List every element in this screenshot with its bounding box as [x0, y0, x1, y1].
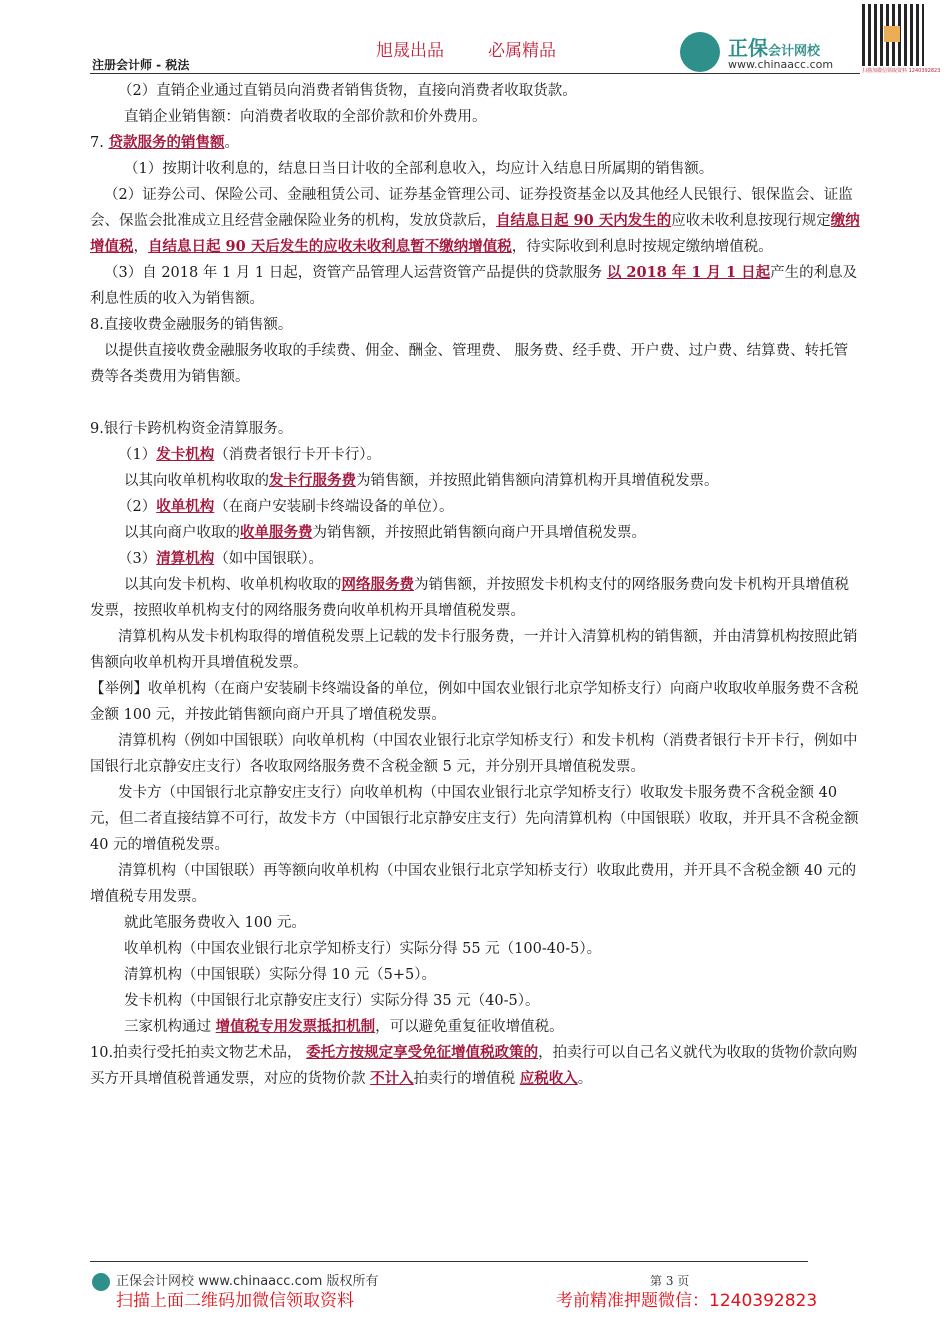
document-body	[90, 78, 860, 1092]
highlight-term: 自结息日起 90 天后发生的应收未收利息暂不缴纳增值税	[148, 238, 512, 255]
section-heading: 8.直接收费金融服务的销售额。	[90, 317, 293, 333]
highlight-term: 自结息日起 90 天内发生的	[496, 212, 672, 229]
header-slogan	[376, 36, 556, 61]
highlight-term: 发卡行服务费	[269, 472, 356, 489]
highlight-term: 不计入	[370, 1070, 414, 1087]
logo-sub: 会计网校	[768, 44, 821, 59]
paragraph: （3）自 2018 年 1 月 1 日起，资管产品管理人运营资管产品提供的贷款服务 以 2018 年 1 月 1 日起产生的利息及利息性质的收入为销售额。	[90, 264, 858, 307]
paragraph: 清算机构从发卡机构取得的增值税发票上记载的发卡行服务费，一并计入清算机构的销售额，并由清算机构按照此销售额向收单机构开具增值税发票。	[90, 629, 858, 671]
logo-mark-icon	[680, 32, 720, 72]
highlight-term: 网络服务费	[341, 576, 414, 593]
promo-left: 扫描上面二维码加微信领取资料	[116, 1291, 354, 1311]
example-paragraph: 发卡机构（中国银行北京静安庄支行）实际分得 35 元（40-5）。	[124, 993, 540, 1009]
logo-mark-icon	[92, 1273, 110, 1291]
paragraph: 以其向商户收取的收单服务费为销售额，并按照此销售额向商户开具增值税发票。	[124, 524, 646, 541]
highlight-term: 收单机构	[156, 498, 215, 515]
example-paragraph: 清算机构（例如中国银联）向收单机构（中国农业银行北京学知桥支行）和发卡机构（消费者银行卡开卡行，例如中国银行北京静安庄支行）各收取网络服务费不含税金额 5 元，并分别开具增值税发票。	[90, 733, 858, 775]
logo-name: 正保	[728, 36, 768, 60]
qr-note: 扫描加微信领取资料 1240392823	[862, 68, 941, 74]
paragraph: 直销企业销售额：向消费者收取的全部价款和价外费用。	[124, 109, 487, 125]
highlight-term: 发卡机构	[156, 446, 215, 463]
page-number: 第 3 页	[650, 1274, 690, 1288]
example-paragraph: 就此笔服务费收入 100 元。	[124, 915, 306, 931]
paragraph: （1）按期计收利息的，结息日当日计收的全部利息收入，均应计入结息日所属期的销售额。	[124, 161, 714, 177]
footer-divider	[90, 1261, 808, 1262]
highlight-term: 委托方按规定享受免征增值税政策的	[306, 1044, 539, 1061]
qr-code-icon	[862, 4, 924, 66]
paragraph: （1）发卡机构（消费者银行卡开卡行）。	[118, 446, 381, 463]
slogan-1: 旭晟出品	[376, 41, 444, 61]
highlight-term: 以 2018 年 1 月 1 日起	[606, 264, 771, 281]
promo-right: 考前精准押题微信：1240392823	[556, 1291, 818, 1311]
paragraph: （2）直销企业通过直销员向消费者销售货物，直接向消费者收取货款。	[118, 83, 577, 99]
logo-url: www.chinaacc.com	[728, 58, 834, 71]
highlight-term: 清算机构	[156, 550, 215, 567]
example-paragraph: 【举例】收单机构（在商户安装刷卡终端设备的单位，例如中国农业银行北京学知桥支行）向商户收取收单服务费不含税金额 100 元，并按此销售额向商户开具了增值税发票。	[90, 681, 859, 723]
example-paragraph: 发卡方（中国银行北京静安庄支行）向收单机构（中国农业银行北京学知桥支行）收取发卡服务费不含税金额 40 元，但二者直接结算不可行，故发卡方（中国银行北京静安庄支行）先向清算机构（中国银联）收取，并开具不含税金额 40 元的增值税发票。	[90, 785, 859, 853]
paragraph: 10.拍卖行受托拍卖文物艺术品， 委托方按规定享受免征增值税政策的，拍卖行可以自己名义就代为收取的货物价款向购买方开具增值税普通发票，对应的货物价款 不计入拍卖行的增值税 应税收入。	[90, 1044, 858, 1087]
highlight-term: 贷款服务的销售额	[108, 134, 225, 151]
highlight-term: 应税收入	[519, 1070, 578, 1087]
paragraph: （2）收单机构（在商户安装刷卡终端设备的单位）。	[118, 498, 454, 515]
example-paragraph: 清算机构（中国银联）再等额向收单机构（中国农业银行北京学知桥支行）收取此费用，并开具不含税金额 40 元的增值税专用发票。	[90, 863, 857, 905]
highlight-term: 增值税专用发票抵扣机制	[215, 1018, 376, 1035]
header-divider	[90, 73, 860, 74]
example-paragraph: 收单机构（中国农业银行北京学知桥支行）实际分得 55 元（100-40-5）。	[124, 941, 602, 957]
highlight-term: 收单服务费	[240, 524, 313, 541]
paragraph: 以提供直接收费金融服务收取的手续费、佣金、酬金、管理费、 服务费、经手费、开户费、过户费、结算费、转托管费等各类费用为销售额。	[90, 343, 849, 385]
example-paragraph: 清算机构（中国银联）实际分得 10 元（5+5）。	[124, 967, 437, 983]
section-heading: 7. 贷款服务的销售额。	[90, 134, 239, 151]
slogan-2: 必属精品	[488, 41, 556, 61]
footer-copyright: 正保会计网校 www.chinaacc.com 版权所有	[92, 1270, 378, 1291]
paragraph: （2）证券公司、保险公司、金融租赁公司、证券基金管理公司、证券投资基金以及其他经人民银行、银保监会、证监会、保监会批准成立且经营金融保险业务的机构，发放贷款后，自结息日起 90 天内发生的应收未收利息按现行规定缴纳增值税，自结息日起 90 天后发生的应收未收利息暂不缴纳增值税，待实际收到利息时按规定缴纳增值税。	[90, 187, 860, 255]
course-title: 注册会计师 - 税法	[92, 58, 190, 72]
paragraph: 以其向发卡机构、收单机构收取的网络服务费为销售额，并按照发卡机构支付的网络服务费向发卡机构开具增值税发票，按照收单机构支付的网络服务费向收单机构开具增值税发票。	[90, 576, 849, 619]
highlight-term: 缴纳增值税	[90, 212, 860, 255]
paragraph: 以其向收单机构收取的发卡行服务费为销售额，并按照此销售额向清算机构开具增值税发票。	[124, 472, 719, 489]
paragraph: （3）清算机构（如中国银联）。	[118, 550, 323, 567]
brand-logo	[680, 30, 858, 76]
example-paragraph: 三家机构通过 增值税专用发票抵扣机制，可以避免重复征收增值税。	[124, 1018, 564, 1035]
section-heading: 9.银行卡跨机构资金清算服务。	[90, 421, 293, 437]
